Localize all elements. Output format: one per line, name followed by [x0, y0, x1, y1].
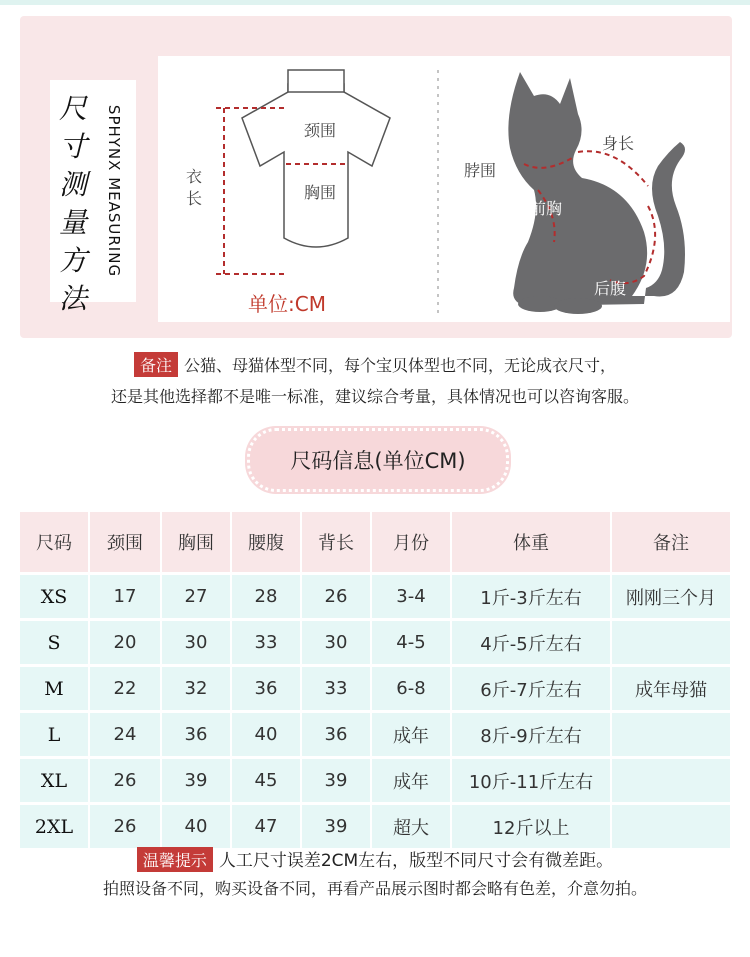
table-cell: 22: [90, 667, 162, 710]
body-length-label: 身长: [602, 134, 635, 153]
note-text-1: 公猫、母猫体型不同，每个宝贝体型也不同，无论成衣尺寸，: [184, 356, 617, 375]
table-cell: 24: [90, 713, 162, 756]
size-cell: XL: [20, 759, 90, 802]
measuring-title-en-wrap: [96, 86, 132, 296]
table-cell: 32: [162, 667, 232, 710]
table-cell: [612, 759, 730, 802]
header-cell: 备注: [653, 533, 689, 554]
header-cell: 月份: [372, 512, 452, 572]
measuring-title-en: SPHYNX MEASURING: [105, 104, 123, 278]
diagram-card: [158, 56, 730, 322]
measuring-panel: [20, 16, 732, 338]
size-cell: S: [20, 621, 90, 664]
header-cell: 胸围: [162, 512, 232, 572]
table-cell: 8斤-9斤左右: [452, 713, 612, 756]
table-cell: 40: [232, 713, 302, 756]
header-cell: 尺码: [20, 512, 90, 572]
table-cell: 28: [232, 575, 302, 618]
table-cell: 4-5: [372, 621, 452, 664]
table-row: [20, 756, 730, 802]
table-row: [20, 664, 730, 710]
note-line-1: [0, 352, 750, 377]
table-row: [20, 710, 730, 756]
size-cell: M: [20, 667, 90, 710]
table-cell: 6-8: [372, 667, 452, 710]
table-cell: 4斤-5斤左右: [452, 621, 612, 664]
table-cell: 39: [302, 805, 372, 848]
table-cell: 45: [232, 759, 302, 802]
table-row: [20, 618, 730, 664]
table-cell: 17: [90, 575, 162, 618]
table-cell: [612, 713, 730, 756]
table-cell: [612, 805, 730, 848]
neck-label: 脖围: [464, 161, 497, 180]
table-cell: 36: [162, 713, 232, 756]
size-cell: XS: [20, 575, 90, 618]
table-cell: 47: [232, 805, 302, 848]
size-title: 尺码信息(单位CM): [290, 449, 466, 473]
table-cell: 33: [302, 667, 372, 710]
table-cell: 超大: [372, 805, 452, 848]
note-tag: 备注: [134, 352, 178, 377]
table-cell: 26: [302, 575, 372, 618]
table-cell: 39: [302, 759, 372, 802]
table-cell: 10斤-11斤左右: [452, 759, 612, 802]
table-cell: [612, 621, 730, 664]
header-cell: 体重: [452, 512, 612, 572]
table-cell: 26: [90, 759, 162, 802]
table-cell: 26: [90, 805, 162, 848]
size-table: [20, 512, 730, 848]
size-cell: 2XL: [20, 805, 90, 848]
size-title-badge: [247, 428, 509, 492]
table-cell: 36: [302, 713, 372, 756]
table-cell: 30: [162, 621, 232, 664]
header-cell: 腰腹: [232, 512, 302, 572]
unit-label: 单位:CM: [248, 292, 326, 316]
table-cell: 36: [232, 667, 302, 710]
diagram-graphics: [158, 56, 730, 322]
table-cell: 刚刚三个月: [626, 587, 716, 609]
belly-label: 后腹: [594, 279, 627, 298]
tip-tag: 温馨提示: [137, 847, 213, 872]
table-cell: 39: [162, 759, 232, 802]
measuring-title-card: [50, 80, 136, 315]
size-cell: L: [20, 713, 90, 756]
measuring-title-cn: 尺 寸 测 量 方 法: [58, 92, 87, 315]
length-label: 衣长: [186, 167, 203, 208]
table-cell: 1斤-3斤左右: [452, 575, 612, 618]
table-cell: 27: [162, 575, 232, 618]
collar-label: 颈围: [304, 121, 337, 140]
table-cell: 成年: [372, 713, 452, 756]
table-cell: 40: [162, 805, 232, 848]
table-cell: 20: [90, 621, 162, 664]
table-cell: 6斤-7斤左右: [452, 667, 612, 710]
chest-label: 胸围: [304, 183, 337, 202]
front-chest-label: 前胸: [530, 199, 563, 218]
table-cell: 成年母猫: [635, 679, 707, 701]
table-body: [20, 572, 730, 848]
table-cell: 30: [302, 621, 372, 664]
table-cell: 成年: [372, 759, 452, 802]
header-cell: 背长: [302, 512, 372, 572]
table-header-row: [20, 512, 730, 572]
tip-line-2: 拍照设备不同，购买设备不同，再看产品展示图时都会略有色差，介意勿拍。: [102, 879, 647, 898]
tip-line-1: [0, 846, 750, 872]
top-strip: [0, 0, 750, 5]
tip-text-1: 人工尺寸误差2CM左右，版型不同尺寸会有微差距。: [218, 851, 614, 871]
note-line-2: 还是其他选择都不是唯一标准，建议综合考量，具体情况也可以咨询客服。: [110, 387, 639, 406]
table-cell: 3-4: [372, 575, 452, 618]
table-cell: 12斤以上: [452, 805, 612, 848]
table-row: [20, 802, 730, 848]
table-cell: 33: [232, 621, 302, 664]
header-cell: 颈围: [90, 512, 162, 572]
shirt-icon: [242, 70, 390, 247]
table-row: [20, 572, 730, 618]
